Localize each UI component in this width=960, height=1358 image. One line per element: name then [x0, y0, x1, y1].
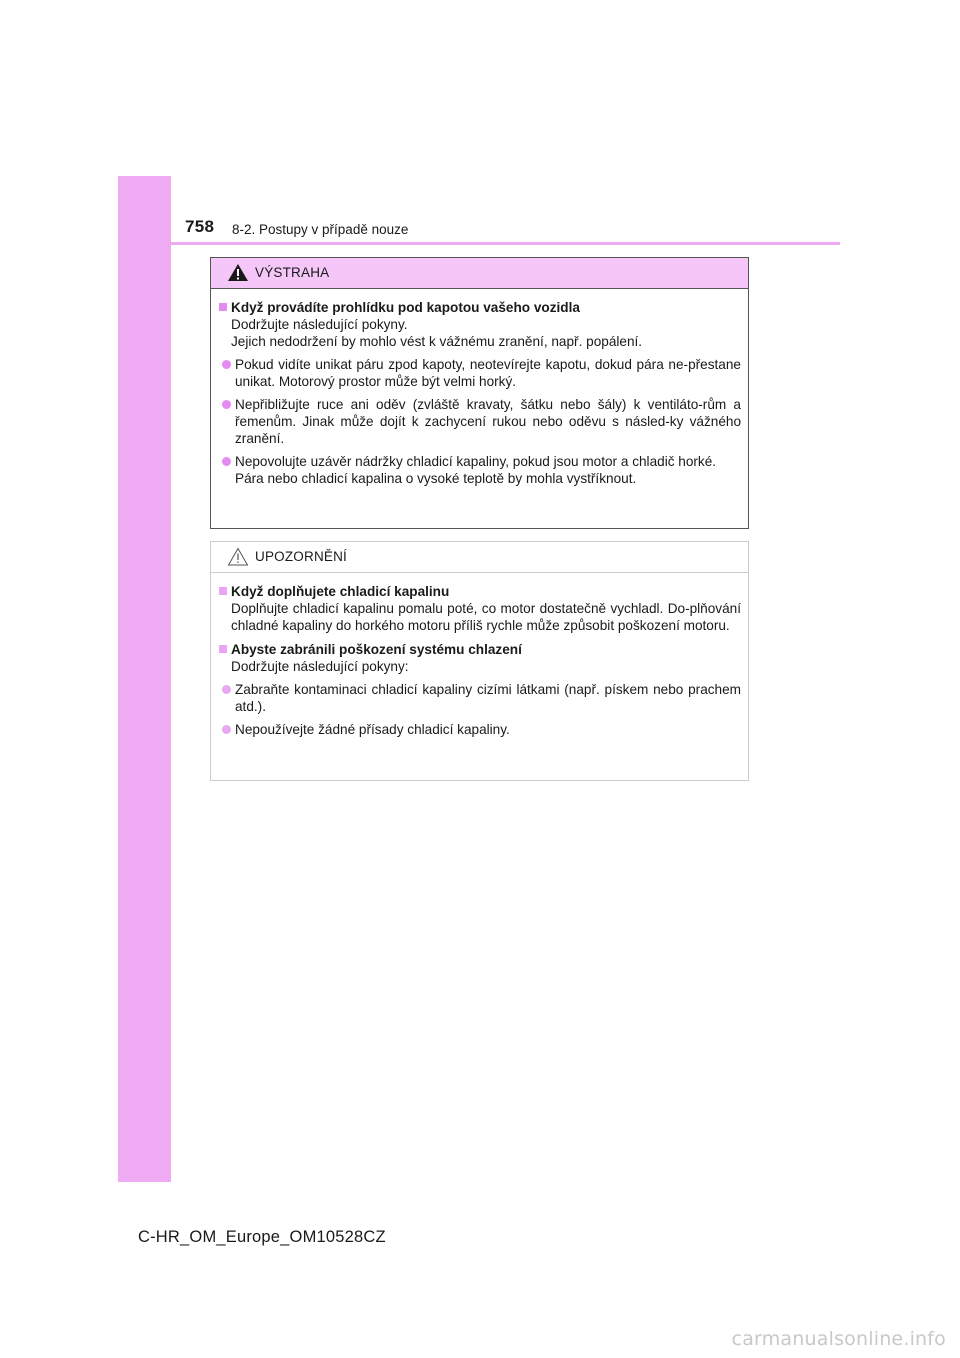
caution-box-title: UPOZORNĚNÍ: [255, 549, 348, 564]
header-rule: [118, 242, 840, 245]
caution-heading-1-text: Když doplňujete chladicí kapalinu: [231, 584, 450, 599]
list-item-text: Nepoužívejte žádné přísady chladicí kapaliny.: [235, 722, 510, 737]
round-bullet-icon: [222, 725, 231, 734]
list-item: [219, 356, 741, 390]
caution-heading-1: [219, 583, 741, 600]
round-bullet-icon: [222, 400, 231, 409]
document-id: C-HR_OM_Europe_OM10528CZ: [138, 1228, 386, 1246]
warning-heading-text: Když provádíte prohlídku pod kapotou vašeho vozidla: [231, 300, 580, 315]
caution-heading-2: [219, 641, 741, 658]
round-bullet-icon: [222, 457, 231, 466]
square-bullet-icon: [219, 645, 227, 653]
list-item-text: Zabraňte kontaminaci chladicí kapaliny cizími látkami (např. pískem nebo prachem atd.).: [235, 682, 741, 714]
list-item-text-main: Nepovolujte uzávěr nádržky chladicí kapaliny, pokud jsou motor a chladič horké.: [235, 454, 717, 469]
warning-heading: [219, 299, 741, 316]
round-bullet-icon: [222, 685, 231, 694]
list-item: [219, 721, 741, 738]
warning-intro-line2: Jejich nedodržení by mohlo vést k vážnému zranění, např. popálení.: [231, 334, 643, 349]
warning-box-header: [211, 258, 748, 289]
caution-heading-2-text: Abyste zabránili poškození systému chlazení: [231, 642, 522, 657]
page-number: 758: [185, 217, 215, 236]
warning-box-title: VÝSTRAHA: [255, 265, 330, 280]
warning-box-body: [211, 289, 748, 487]
list-item-text: Nepřibližujte ruce ani oděv (zvláště kravaty, šátku nebo šály) k ventiláto-rům a řemenům. Jinak může dojít k zachycení rukou nebo oděvu s násled-ky vážného zranění.: [235, 397, 741, 446]
section-title: 8-2. Postupy v případě nouze: [232, 222, 409, 237]
list-item: [219, 396, 741, 447]
watermark: carmanualsonline.info: [731, 1328, 946, 1350]
warning-box: [210, 257, 749, 529]
list-item-text-extra: Pára nebo chladicí kapalina o vysoké teplotě by mohla vystříknout.: [235, 471, 637, 486]
caution-paragraph-2: Dodržujte následující pokyny:: [231, 659, 409, 674]
square-bullet-icon: [219, 587, 227, 595]
list-item-text: Pokud vidíte unikat páru zpod kapoty, neotevírejte kapotu, dokud pára ne-přestane unikat. Motorový prostor může být velmi horký.: [235, 357, 741, 389]
square-bullet-icon: [219, 303, 227, 311]
caution-box-header: [211, 542, 748, 573]
list-item-text: [235, 453, 741, 487]
warning-intro-line1: Dodržujte následující pokyny.: [231, 317, 408, 332]
round-bullet-icon: [222, 360, 231, 369]
caution-triangle-icon: [227, 547, 249, 566]
caution-box: [210, 541, 749, 781]
caution-paragraph-1: Doplňujte chladicí kapalinu pomalu poté, co motor dostatečně vychladl. Do-plňování chladné kapaliny do horkého motoru příliš rychle může způsobit poškození motoru.: [231, 601, 741, 633]
list-item: [219, 681, 741, 715]
warning-triangle-icon: [227, 263, 249, 282]
caution-box-body: [211, 573, 748, 738]
chapter-side-band: [118, 176, 171, 1182]
list-item: [219, 453, 741, 487]
